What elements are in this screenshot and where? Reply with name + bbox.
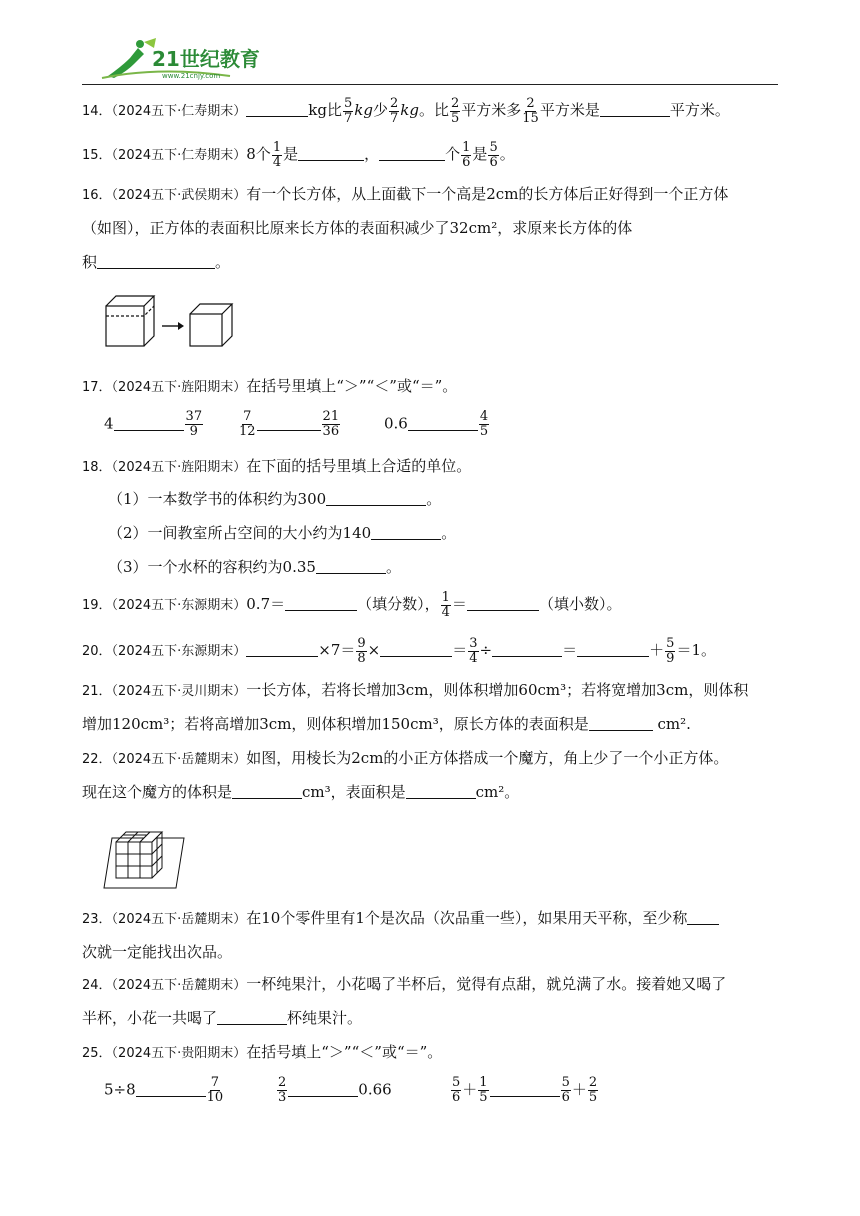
q-number: 22．: [82, 752, 112, 767]
fraction: $\frac{2}{7}$: [389, 95, 399, 126]
question-18: [82, 452, 782, 482]
q-text: （如图），正方体的表面积比原来长方体的表面积减少了32cm²，求原来长方体的体: [82, 219, 633, 237]
q-source: （2024五下·灵川期末）: [111, 684, 247, 699]
q-text: 在括号填上“＞”“＜”或“＝”。: [246, 1043, 443, 1061]
rubik-cube-figure: [102, 814, 186, 890]
q-text: 在10个零件里有1个是次品（次品重一些），如果用天平称，至少称: [246, 909, 688, 927]
logo: [100, 36, 270, 82]
q-text: kg比: [308, 101, 342, 119]
answer-blank[interactable]: [232, 780, 302, 799]
q-text: 一长方体，若将长增加3cm，则体积增加60cm³；若将宽增加3cm，则体积: [246, 681, 749, 699]
q-number: 16．: [82, 188, 112, 203]
answer-blank[interactable]: [97, 250, 215, 269]
q-source: （2024五下·岳麓期末）: [111, 912, 247, 927]
answer-blank[interactable]: [687, 906, 719, 925]
q-text: 在下面的括号里填上合适的单位。: [246, 457, 472, 475]
logo-text: 21世纪教育: [152, 47, 260, 71]
q-text: 平方米多: [461, 101, 522, 119]
answer-blank[interactable]: [298, 142, 364, 161]
q-source: （2024五下·仁寿期末）: [111, 148, 247, 163]
q-text: 是: [472, 145, 488, 163]
q-number: 19．: [82, 598, 112, 613]
unit: kg: [400, 101, 419, 119]
q-text: 。比: [418, 101, 449, 119]
answer-blank[interactable]: [285, 592, 357, 611]
question-24: [82, 970, 782, 1000]
q-source: （2024五下·仁寿期末）: [111, 104, 247, 119]
compare-2: $\frac{2}{3}$ 0.66: [278, 1075, 392, 1105]
question-16-line2: [82, 214, 782, 242]
answer-blank[interactable]: [408, 412, 478, 431]
arrow-icon: [178, 322, 184, 330]
q-text: 是: [283, 145, 299, 163]
q-source: （2024五下·武侯期末）: [111, 188, 247, 203]
question-14: [82, 96, 782, 126]
answer-blank[interactable]: [406, 780, 476, 799]
q-number: 15．: [82, 148, 112, 163]
answer-blank[interactable]: [257, 412, 321, 431]
answer-blank[interactable]: [288, 1078, 358, 1097]
question-21-line2: 增加120cm³；若将高增加3cm，则体积增加150cm³，原长方体的表面积是 cm².: [82, 710, 782, 738]
q-number: 24．: [82, 978, 112, 993]
q-number: 14．: [82, 104, 112, 119]
q-text: 个: [445, 145, 461, 163]
q-text: 8个: [246, 145, 271, 163]
question-21: [82, 676, 782, 706]
q-number: 20．: [82, 644, 112, 659]
answer-blank[interactable]: [467, 592, 539, 611]
unit: kg: [354, 101, 373, 119]
fraction: $\frac{5}{6}$: [489, 139, 498, 170]
question-15: [82, 140, 782, 170]
question-25: [82, 1038, 782, 1068]
answer-blank[interactable]: [217, 1006, 287, 1025]
fraction: $\frac{2}{15}$: [522, 95, 539, 126]
question-16: [82, 180, 782, 210]
logo-sub: www.21cnjy.com: [162, 72, 221, 80]
answer-blank[interactable]: [246, 638, 318, 657]
q-text: 。: [499, 145, 515, 163]
answer-blank[interactable]: [490, 1078, 560, 1097]
fraction: $\frac{1}{4}$: [272, 139, 282, 170]
q-source: （2024五下·旌阳期末）: [111, 460, 247, 475]
q-number: 18．: [82, 460, 112, 475]
page-header: [0, 0, 860, 90]
question-22: [82, 744, 782, 774]
q-text: 少: [372, 101, 388, 119]
q-text: 一杯纯果汁，小花喝了半杯后，觉得有点甜，就兑满了水。接着她又喝了: [246, 975, 727, 993]
question-16-line3: [82, 248, 782, 276]
q-text: 在括号里填上“＞”“＜”或“＝”。: [246, 377, 458, 395]
q-text: 积: [82, 253, 98, 271]
cuboid-figure: [104, 292, 240, 350]
question-20: 20．（2024五下·东源期末） ×7＝ $\frac{9}{8}$ × ＝ $\frac{3}{4}$ ÷ ＝ ＋ $\frac{5}{9}$ ＝1。: [82, 635, 716, 666]
question-23-line2: 次就一定能找出次品。: [82, 943, 233, 961]
compare-3: 0.6 $\frac{4}{5}$: [384, 409, 489, 439]
q-text: 有一个长方体，从上面截下一个高是2cm的长方体后正好得到一个正方体: [246, 185, 729, 203]
question-24-line2: 半杯，小花一共喝了 杯纯果汁。: [82, 1004, 782, 1032]
question-17: [82, 372, 782, 402]
q-text: 如图，用棱长为2cm的小正方体搭成一个魔方，角上少了一个小正方体。: [246, 749, 729, 767]
compare-3: $\frac{5}{6}$ ＋ $\frac{1}{5}$ $\frac{5}{6}$ ＋ $\frac{2}{5}$: [452, 1075, 598, 1105]
q-text: ，: [364, 145, 380, 163]
q18-sub2: （2）一间教室所占空间的大小约为140 。: [108, 520, 456, 546]
q18-sub3: （3）一个水杯的容积约为0.35 。: [108, 554, 401, 580]
answer-blank[interactable]: [492, 638, 562, 657]
compare-1: 5÷8 $\frac{7}{10}$: [104, 1075, 224, 1105]
answer-blank[interactable]: [589, 712, 653, 731]
q-number: 21．: [82, 684, 112, 699]
fraction: $\frac{5}{7}$: [343, 95, 353, 126]
answer-blank[interactable]: [371, 521, 441, 540]
question-22-line2: 现在这个魔方的体积是 cm³，表面积是 cm²。: [82, 778, 782, 806]
compare-1: 4 $\frac{37}{9}$: [104, 409, 203, 439]
answer-blank[interactable]: [379, 142, 445, 161]
answer-blank[interactable]: [114, 412, 184, 431]
fraction: $\frac{1}{6}$: [462, 139, 471, 170]
q-source: （2024五下·东源期末）: [111, 598, 247, 613]
answer-blank[interactable]: [246, 98, 308, 117]
compare-2: $\frac{7}{12}$ $\frac{21}{36}$: [239, 409, 340, 439]
question-19: 19．（2024五下·东源期末）0.7＝ （填分数）， $\frac{1}{4}$ ＝ （填小数）。: [82, 589, 622, 620]
q-source: （2024五下·贵阳期末）: [111, 1046, 247, 1061]
q18-sub1: （1）一本数学书的体积约为300 。: [108, 486, 441, 512]
q-number: 17．: [82, 380, 112, 395]
q-text: 平方米。: [669, 101, 730, 119]
q-number: 23．: [82, 912, 112, 927]
answer-blank[interactable]: [577, 638, 649, 657]
q-source: （2024五下·岳麓期末）: [111, 752, 247, 767]
fraction: $\frac{2}{5}$: [450, 95, 460, 126]
answer-blank[interactable]: [316, 555, 386, 574]
q-source: （2024五下·旌阳期末）: [111, 380, 247, 395]
answer-blank[interactable]: [136, 1078, 206, 1097]
question-23: [82, 904, 782, 934]
q-number: 25．: [82, 1046, 112, 1061]
q-source: （2024五下·岳麓期末）: [111, 978, 247, 993]
header-rule: [82, 84, 778, 85]
q-text: 平方米是: [539, 101, 600, 119]
q-source: （2024五下·东源期末）: [111, 644, 247, 659]
answer-blank[interactable]: [380, 638, 452, 657]
answer-blank[interactable]: [326, 487, 426, 506]
q-text: 。: [215, 253, 231, 271]
answer-blank[interactable]: [600, 98, 670, 117]
